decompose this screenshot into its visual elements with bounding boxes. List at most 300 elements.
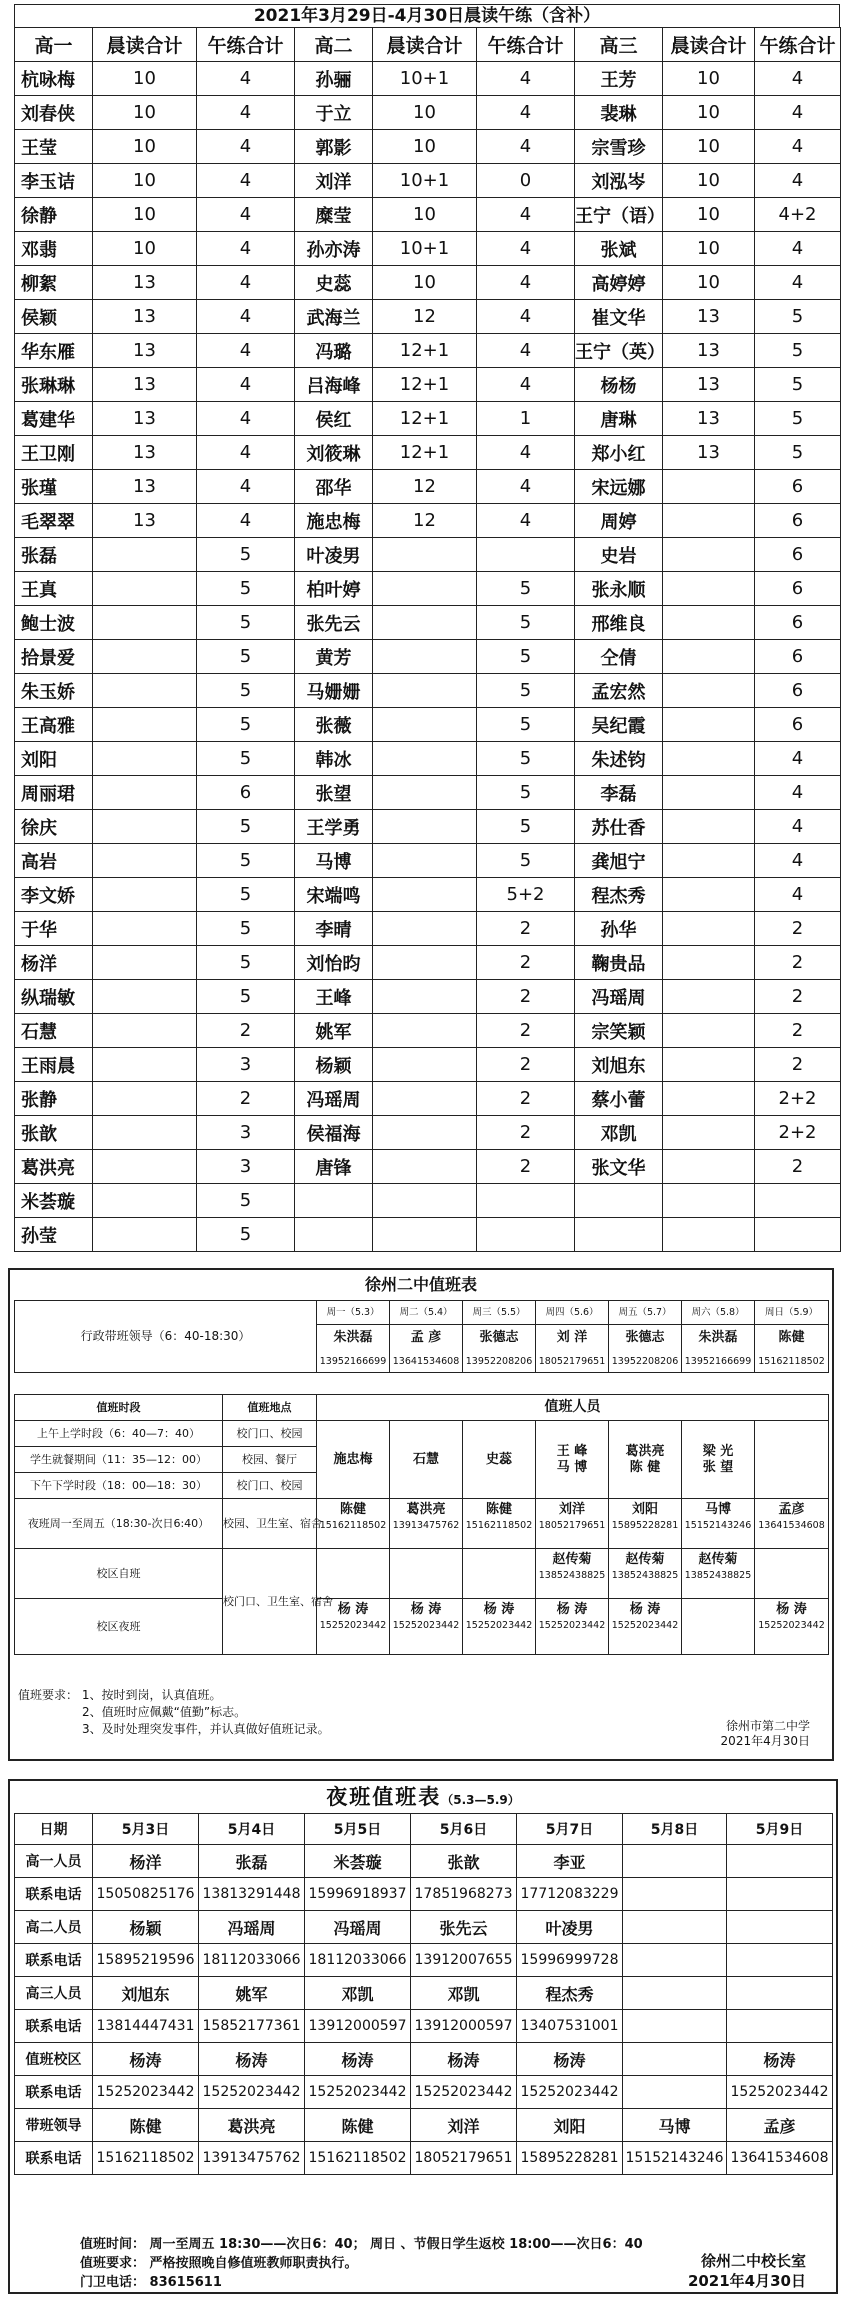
teacher-name-cell: 杨颖 (295, 1048, 373, 1082)
count-cell: 13 (663, 436, 755, 470)
count-cell (755, 1218, 841, 1252)
campus-night-row (15, 1599, 829, 1655)
night-name-cell (623, 1911, 727, 1944)
count-cell: 13 (93, 368, 197, 402)
night-duty-phone: 18052179651 (538, 1519, 606, 1531)
night-row (15, 2043, 833, 2076)
night-name-cell: 张歆 (411, 1845, 517, 1878)
campus-name: 赵传菊 (625, 1552, 665, 1567)
practice-row (15, 300, 841, 334)
practice-row (15, 1014, 841, 1048)
night-phone-cell: 17851968273 (411, 1878, 517, 1911)
campus-phone (463, 1552, 535, 1554)
practice-header-cell: 高一 (15, 28, 93, 62)
count-cell: 2 (477, 1150, 575, 1184)
practice-row (15, 946, 841, 980)
teacher-name-cell: 侯颖 (15, 300, 93, 334)
count-cell: 2 (197, 1082, 295, 1116)
count-cell: 5 (755, 334, 841, 368)
count-cell: 4 (477, 96, 575, 130)
teacher-name-cell: 毛翠翠 (15, 504, 93, 538)
count-cell (373, 1082, 477, 1116)
night-row-label: 高三人员 (15, 1977, 93, 2010)
night-duty-cell (390, 1499, 463, 1549)
teacher-name-cell: 糜莹 (295, 198, 373, 232)
count-cell: 5 (477, 572, 575, 606)
teacher-name-cell: 张磊 (15, 538, 93, 572)
day-staff: 王 峰 马 博 (536, 1421, 609, 1499)
night-phone-cell: 15152143246 (623, 2142, 727, 2175)
teacher-name-cell: 刘筱琳 (295, 436, 373, 470)
night-phone-cell: 15252023442 (411, 2076, 517, 2109)
practice-header-cell: 晨读合计 (93, 28, 197, 62)
duty-sign-date: 2021年4月30日 (720, 1734, 810, 1748)
count-cell: 4 (477, 62, 575, 96)
night-title-text: 夜班值班表 (326, 1785, 442, 1809)
admin-phone: 13952208206 (463, 1351, 536, 1373)
count-cell: 4 (477, 436, 575, 470)
night-name-cell (623, 2043, 727, 2076)
count-cell: 6 (755, 708, 841, 742)
teacher-name-cell: 刘春侠 (15, 96, 93, 130)
night-duty-cell (463, 1499, 536, 1549)
count-cell: 5 (477, 674, 575, 708)
night-name-cell: 邓凯 (411, 1977, 517, 2010)
teacher-name-cell: 葛洪亮 (15, 1150, 93, 1184)
count-cell: 5 (197, 980, 295, 1014)
night-date-header: 5月6日 (411, 1814, 517, 1845)
teacher-name-cell: 宋端鸣 (295, 878, 373, 912)
teacher-name-cell: 王芳 (575, 62, 663, 96)
count-cell: 2 (477, 912, 575, 946)
night-phone-cell: 13813291448 (199, 1878, 305, 1911)
count-cell: 12+1 (373, 436, 477, 470)
count-cell: 10 (373, 96, 477, 130)
patrol-cell (536, 1599, 609, 1655)
count-cell: 4 (755, 742, 841, 776)
practice-row (15, 164, 841, 198)
night-name-cell: 陈健 (93, 2109, 199, 2142)
night-duty-phone: 15895228281 (611, 1519, 679, 1531)
count-cell: 10 (93, 232, 197, 266)
night-date-header: 日期 (15, 1814, 93, 1845)
day-staff: 史蕊 (463, 1421, 536, 1499)
night-row (15, 1911, 833, 1944)
teacher-name-cell: 高岩 (15, 844, 93, 878)
night-phone-cell: 13913475762 (199, 2142, 305, 2175)
night-phone-cell (623, 2076, 727, 2109)
practice-row (15, 266, 841, 300)
count-cell: 2 (477, 1048, 575, 1082)
teacher-name-cell: 杨洋 (15, 946, 93, 980)
night-phone-cell: 15996918937 (305, 1878, 411, 1911)
night-name-cell (623, 1977, 727, 2010)
teacher-name-cell: 吕海峰 (295, 368, 373, 402)
admin-name: 刘 洋 (536, 1325, 609, 1351)
count-cell (663, 1082, 755, 1116)
night-title-range: （5.3—5.9） (441, 1793, 520, 1807)
count-cell: 0 (477, 164, 575, 198)
count-cell: 5 (477, 810, 575, 844)
patrol-phone: 15252023442 (319, 1619, 387, 1631)
night-name-cell: 张磊 (199, 1845, 305, 1878)
count-cell: 4 (197, 266, 295, 300)
count-cell: 10 (373, 266, 477, 300)
count-cell (93, 1048, 197, 1082)
night-row-label: 值班校区 (15, 2043, 93, 2076)
count-cell: 5 (197, 1184, 295, 1218)
practice-header-cell: 晨读合计 (663, 28, 755, 62)
teacher-name-cell: 孙骊 (295, 62, 373, 96)
count-cell: 10+1 (373, 62, 477, 96)
practice-row (15, 1082, 841, 1116)
practice-row (15, 130, 841, 164)
staff-label: 值班人员 (317, 1395, 829, 1421)
count-cell (663, 538, 755, 572)
teacher-name-cell: 刘阳 (15, 742, 93, 776)
night-phone-cell: 15162118502 (93, 2142, 199, 2175)
practice-row (15, 504, 841, 538)
duty-slot-row (15, 1421, 829, 1447)
night-foot-req: 值班要求： 严格按照晚自修值班教师职责执行。 (80, 2256, 358, 2271)
teacher-name-cell: 张薇 (295, 708, 373, 742)
patrol-phone: 15252023442 (611, 1619, 679, 1631)
count-cell: 13 (93, 334, 197, 368)
night-row-label: 联系电话 (15, 2010, 93, 2043)
count-cell (93, 1218, 197, 1252)
count-cell (663, 912, 755, 946)
count-cell (93, 810, 197, 844)
count-cell: 3 (197, 1150, 295, 1184)
teacher-name-cell: 王高雅 (15, 708, 93, 742)
count-cell: 4 (755, 164, 841, 198)
night-phone-cell: 13407531001 (517, 2010, 623, 2043)
duty-days-row (15, 1301, 829, 1325)
count-cell: 4 (477, 232, 575, 266)
teacher-name-cell: 黄芳 (295, 640, 373, 674)
practice-row (15, 96, 841, 130)
practice-row (15, 708, 841, 742)
count-cell: 2 (755, 1048, 841, 1082)
teacher-name-cell: 于华 (15, 912, 93, 946)
count-cell: 3 (197, 1116, 295, 1150)
night-row-label: 联系电话 (15, 2142, 93, 2175)
night-foot-time: 值班时间： 周一至周五 18:30——次日6：40； 周日 、节假日学生返校 18:00——次日6：40 (80, 2237, 643, 2252)
time-label: 值班时段 (15, 1395, 223, 1421)
teacher-name-cell: 姚军 (295, 1014, 373, 1048)
patrol-place: 校门口、卫生室、宿舍 (223, 1549, 317, 1655)
teacher-name-cell: 刘旭东 (575, 1048, 663, 1082)
count-cell (663, 1150, 755, 1184)
teacher-name-cell: 宗笑颖 (575, 1014, 663, 1048)
campus-cell (755, 1549, 829, 1599)
count-cell (663, 606, 755, 640)
count-cell: 4 (197, 164, 295, 198)
count-cell (663, 1014, 755, 1048)
count-cell: 5 (197, 674, 295, 708)
count-cell: 4 (477, 198, 575, 232)
night-duty-name: 孟彦 (778, 1502, 805, 1517)
teacher-name-cell: 朱述钧 (575, 742, 663, 776)
teacher-name-cell: 叶凌男 (295, 538, 373, 572)
teacher-name-cell: 王学勇 (295, 810, 373, 844)
teacher-name-cell: 崔文华 (575, 300, 663, 334)
teacher-name-cell: 张瑾 (15, 470, 93, 504)
night-duty-phone: 15152143246 (684, 1519, 752, 1531)
count-cell: 13 (93, 402, 197, 436)
night-phone-cell: 15852177361 (199, 2010, 305, 2043)
teacher-name-cell: 王卫刚 (15, 436, 93, 470)
night-row (15, 1944, 833, 1977)
practice-row (15, 572, 841, 606)
night-phone-cell: 15252023442 (517, 2076, 623, 2109)
night-duty-phone: 15162118502 (465, 1519, 533, 1531)
practice-header-row (15, 28, 841, 62)
patrol-cell (755, 1599, 829, 1655)
teacher-name-cell: 杨杨 (575, 368, 663, 402)
practice-row (15, 1184, 841, 1218)
night-date-header: 5月5日 (305, 1814, 411, 1845)
duty-spacer-row (15, 1373, 829, 1395)
night-row (15, 1845, 833, 1878)
count-cell: 5 (477, 776, 575, 810)
teacher-name-cell: 米荟璇 (15, 1184, 93, 1218)
practice-table (14, 27, 841, 1252)
practice-row (15, 436, 841, 470)
night-name-cell: 张先云 (411, 1911, 517, 1944)
teacher-name-cell: 武海兰 (295, 300, 373, 334)
teacher-name-cell: 冯璐 (295, 334, 373, 368)
practice-sheet (14, 4, 840, 1252)
count-cell: 13 (663, 300, 755, 334)
count-cell (663, 946, 755, 980)
campus-phone (390, 1552, 462, 1554)
teacher-name-cell: 孙华 (575, 912, 663, 946)
teacher-name-cell: 王宁（英） (575, 334, 663, 368)
teacher-name-cell: 王宁（语） (575, 198, 663, 232)
teacher-name-cell: 拾景爱 (15, 640, 93, 674)
count-cell: 5 (197, 742, 295, 776)
night-duty-name: 刘阳 (632, 1502, 659, 1517)
duty-title: 徐州二中值班表 (364, 1275, 477, 1294)
night-header-row (15, 1814, 833, 1845)
count-cell: 6 (755, 538, 841, 572)
count-cell (663, 1116, 755, 1150)
night-row (15, 1977, 833, 2010)
count-cell: 13 (93, 300, 197, 334)
teacher-name-cell: 张文华 (575, 1150, 663, 1184)
night-name-cell: 杨涛 (93, 2043, 199, 2076)
teacher-name-cell: 张望 (295, 776, 373, 810)
duty-day-header: 周四（5.6） (536, 1301, 609, 1325)
night-duty-cell (682, 1499, 755, 1549)
campus-cell (609, 1549, 682, 1599)
count-cell (93, 1014, 197, 1048)
count-cell (373, 742, 477, 776)
teacher-name-cell: 王莹 (15, 130, 93, 164)
count-cell: 2 (477, 946, 575, 980)
count-cell: 1 (477, 402, 575, 436)
count-cell (373, 1218, 477, 1252)
day-staff: 梁 光 张 望 (682, 1421, 755, 1499)
count-cell: 12 (373, 504, 477, 538)
count-cell (477, 1218, 575, 1252)
campus-self-row (15, 1549, 829, 1599)
count-cell: 4 (755, 844, 841, 878)
teacher-name-cell: 孙莹 (15, 1218, 93, 1252)
count-cell: 2 (477, 980, 575, 1014)
teacher-name-cell: 唐琳 (575, 402, 663, 436)
practice-row (15, 674, 841, 708)
teacher-name-cell: 宗雪珍 (575, 130, 663, 164)
night-date-header: 5月4日 (199, 1814, 305, 1845)
count-cell: 5 (197, 912, 295, 946)
night-label: 夜班周一至周五（18:30-次日6:40） (15, 1499, 223, 1549)
count-cell (663, 878, 755, 912)
count-cell (93, 878, 197, 912)
night-duty-name: 马博 (705, 1502, 732, 1517)
campus-phone (755, 1552, 828, 1554)
count-cell: 2 (755, 946, 841, 980)
duty-signature (721, 1719, 810, 1749)
slot-place: 校门口、校园 (223, 1473, 317, 1499)
practice-header-cell: 午练合计 (477, 28, 575, 62)
count-cell: 4 (477, 266, 575, 300)
teacher-name-cell: 施忠梅 (295, 504, 373, 538)
count-cell: 4 (197, 130, 295, 164)
count-cell (93, 674, 197, 708)
night-name-cell: 李亚 (517, 1845, 623, 1878)
patrol-phone: 15252023442 (392, 1619, 460, 1631)
count-cell (373, 674, 477, 708)
patrol-label: 校区夜班 (15, 1599, 223, 1655)
night-name-cell: 杨涛 (727, 2043, 833, 2076)
count-cell: 4 (477, 504, 575, 538)
night-row-label: 联系电话 (15, 1944, 93, 1977)
count-cell (93, 708, 197, 742)
teacher-name-cell: 裴琳 (575, 96, 663, 130)
night-name-cell: 杨颖 (93, 1911, 199, 1944)
count-cell (93, 538, 197, 572)
count-cell: 6 (755, 470, 841, 504)
night-name-cell: 刘旭东 (93, 1977, 199, 2010)
count-cell: 5 (755, 436, 841, 470)
count-cell: 13 (93, 504, 197, 538)
duty-subheader-row (15, 1395, 829, 1421)
teacher-name-cell: 张静 (15, 1082, 93, 1116)
count-cell (373, 640, 477, 674)
teacher-name-cell: 徐静 (15, 198, 93, 232)
teacher-name-cell: 侯福海 (295, 1116, 373, 1150)
patrol-name: 杨 涛 (410, 1602, 442, 1617)
teacher-name-cell: 张琳琳 (15, 368, 93, 402)
night-name-cell (623, 1845, 727, 1878)
admin-phone: 13952208206 (609, 1351, 682, 1373)
admin-name: 张德志 (609, 1325, 682, 1351)
count-cell: 5 (755, 300, 841, 334)
count-cell: 5 (197, 708, 295, 742)
practice-row (15, 538, 841, 572)
count-cell: 5 (755, 402, 841, 436)
night-name-cell: 叶凌男 (517, 1911, 623, 1944)
admin-phone: 13641534608 (390, 1351, 463, 1373)
teacher-name-cell: 朱玉娇 (15, 674, 93, 708)
count-cell: 6 (755, 606, 841, 640)
night-row (15, 2142, 833, 2175)
count-cell: 10 (663, 130, 755, 164)
count-cell: 10 (663, 164, 755, 198)
admin-name: 张德志 (463, 1325, 536, 1351)
night-phone-cell (623, 1944, 727, 1977)
count-cell (663, 1048, 755, 1082)
night-phone-cell: 13641534608 (727, 2142, 833, 2175)
teacher-name-cell: 纵瑞敏 (15, 980, 93, 1014)
practice-row (15, 912, 841, 946)
practice-row (15, 368, 841, 402)
admin-phone: 18052179651 (536, 1351, 609, 1373)
night-duty-name: 陈健 (486, 1502, 513, 1517)
patrol-cell (609, 1599, 682, 1655)
teacher-name-cell: 葛建华 (15, 402, 93, 436)
slot-time: 上午上学时段（6：40—7：40） (15, 1421, 223, 1447)
count-cell: 10 (93, 130, 197, 164)
count-cell (373, 1048, 477, 1082)
count-cell (477, 538, 575, 572)
teacher-name-cell: 邵华 (295, 470, 373, 504)
night-duty-cell (536, 1499, 609, 1549)
count-cell (663, 640, 755, 674)
count-cell: 6 (755, 504, 841, 538)
teacher-name-cell: 鲍士波 (15, 606, 93, 640)
teacher-name-cell: 张永顺 (575, 572, 663, 606)
night-signature (688, 2251, 806, 2291)
teacher-name-cell: 于立 (295, 96, 373, 130)
night-name-cell: 马博 (623, 2109, 727, 2142)
count-cell (93, 980, 197, 1014)
practice-row (15, 810, 841, 844)
slot-time: 学生就餐期间（11：35—12：00） (15, 1447, 223, 1473)
patrol-name: 杨 涛 (337, 1602, 369, 1617)
count-cell (93, 946, 197, 980)
teacher-name-cell: 王峰 (295, 980, 373, 1014)
teacher-name-cell: 刘洋 (295, 164, 373, 198)
night-duty-phone: 13641534608 (758, 1519, 825, 1531)
count-cell: 10 (93, 96, 197, 130)
night-name-cell: 冯瑶周 (305, 1911, 411, 1944)
teacher-name-cell: 周丽珺 (15, 776, 93, 810)
count-cell (373, 572, 477, 606)
count-cell (373, 844, 477, 878)
night-row (15, 1878, 833, 1911)
night-name-cell: 杨涛 (199, 2043, 305, 2076)
count-cell: 10 (663, 266, 755, 300)
count-cell (93, 606, 197, 640)
count-cell: 4 (197, 470, 295, 504)
count-cell: 13 (663, 368, 755, 402)
count-cell: 6 (755, 674, 841, 708)
night-phone-cell: 15252023442 (305, 2076, 411, 2109)
count-cell: 2 (477, 1082, 575, 1116)
count-cell (93, 572, 197, 606)
practice-header-cell: 高二 (295, 28, 373, 62)
night-phone-cell: 15895228281 (517, 2142, 623, 2175)
night-phone-cell: 15252023442 (93, 2076, 199, 2109)
night-phone-cell: 17712083229 (517, 1878, 623, 1911)
practice-header-cell: 晨读合计 (373, 28, 477, 62)
count-cell: 6 (755, 640, 841, 674)
night-title (10, 1781, 836, 1813)
duty-spacer (15, 1373, 829, 1395)
